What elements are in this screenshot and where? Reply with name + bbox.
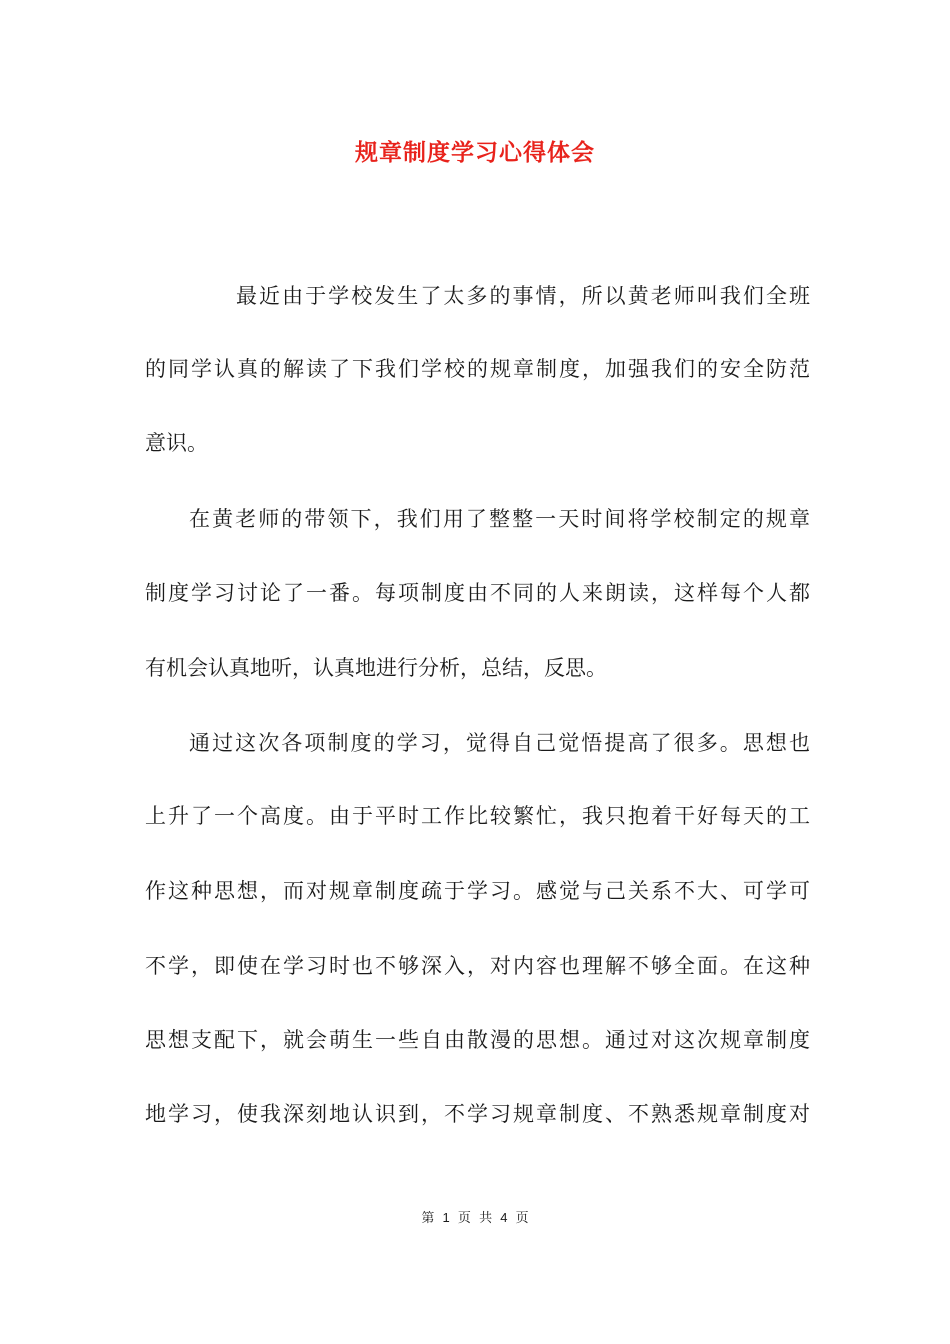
paragraph-2-line-2: 制度学习讨论了一番。每项制度由不同的人来朗读，这样每个人都: [145, 581, 810, 605]
paragraph-3-line-5: 思想支配下，就会萌生一些自由散漫的思想。通过对这次规章制度: [145, 1028, 810, 1052]
footer-total-pages: 4: [500, 1210, 508, 1225]
paragraph-1-line-1: 最近由于学校发生了太多的事情，所以黄老师叫我们全班: [236, 284, 810, 308]
paragraph-3-line-4: 不学，即使在学习时也不够深入，对内容也理解不够全面。在这种: [145, 954, 810, 978]
paragraph-3-line-6: 地学习，使我深刻地认识到，不学习规章制度、不熟悉规章制度对: [145, 1102, 810, 1126]
footer-suffix: 页: [515, 1211, 529, 1226]
footer-page-word: 页: [457, 1211, 471, 1226]
footer-total-prefix: 共: [479, 1211, 493, 1226]
footer-prefix: 第: [421, 1211, 435, 1226]
document-title: 规章制度学习心得体会: [355, 139, 595, 166]
paragraph-3-line-3: 作这种思想，而对规章制度疏于学习。感觉与己关系不大、可学可: [145, 879, 810, 903]
paragraph-3-line-2: 上升了一个高度。由于平时工作比较繁忙，我只抱着干好每天的工: [145, 804, 810, 828]
paragraph-1-line-2: 的同学认真的解读了下我们学校的规章制度，加强我们的安全防范: [145, 357, 810, 381]
footer-current-page: 1: [442, 1210, 450, 1225]
paragraph-3-line-1: 通过这次各项制度的学习，觉得自己觉悟提高了很多。思想也: [189, 731, 810, 755]
page-footer: [0, 1208, 950, 1229]
paragraph-2-line-3: 有机会认真地听，认真地进行分析，总结，反思。: [145, 656, 607, 680]
paragraph-2-line-1: 在黄老师的带领下，我们用了整整一天时间将学校制定的规章: [189, 507, 810, 531]
paragraph-1-line-3: 意识。: [145, 431, 208, 455]
